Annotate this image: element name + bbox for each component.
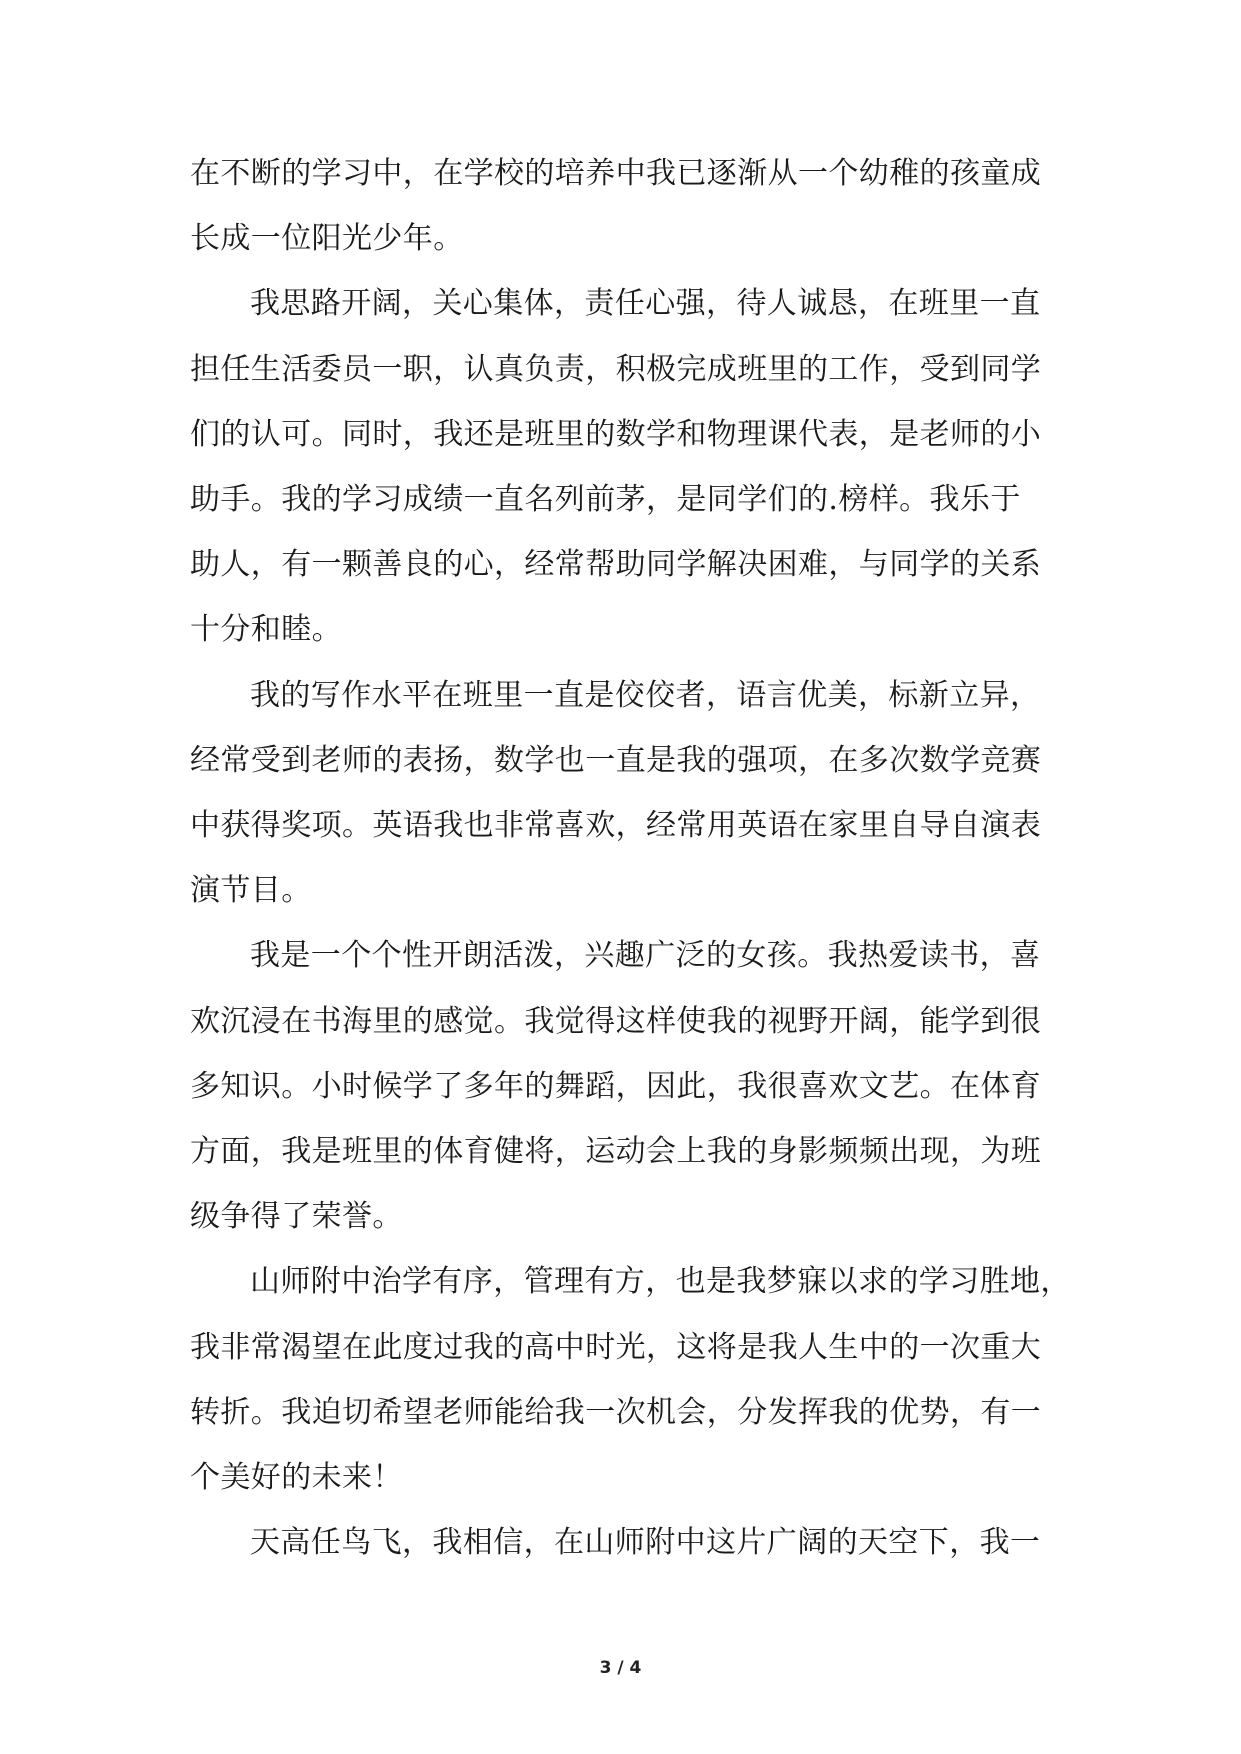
text-line: 们的认可。同时，我还是班里的数学和物理课代表，是老师的小 <box>190 416 1042 452</box>
text-line: 中获得奖项。英语我也非常喜欢，经常用英语在家里自导自演表 <box>190 808 1042 843</box>
text-line: 我的写作水平在班里一直是佼佼者，语言优美，标新立异， <box>250 677 1041 713</box>
text-line: 助手。我的学习成绩一直名列前茅，是同学们的.榜样。我乐于 <box>190 482 1021 517</box>
text-line: 个美好的未来！ <box>190 1460 403 1495</box>
text-line: 十分和睦。 <box>190 612 342 648</box>
text-line: 在不断的学习中，在学校的培养中我已逐渐从一个幼稚的孩童成 <box>190 156 1042 191</box>
text-line: 天高任鸟飞，我相信，在山师附中这片广阔的天空下，我一 <box>250 1525 1041 1561</box>
text-line: 我思路开阔，关心集体，责任心强，待人诚恳，在班里一直 <box>250 286 1041 322</box>
text-line: 欢沉浸在书海里的感觉。我觉得这样使我的视野开阔，能学到很 <box>190 1003 1042 1039</box>
text-line: 担任生活委员一职，认真负责，积极完成班里的工作，受到同学 <box>190 351 1042 387</box>
text-line: 我是一个个性开朗活泼，兴趣广泛的女孩。我热爱读书，喜 <box>250 938 1041 974</box>
text-line: 山师附中治学有序，管理有方，也是我梦寐以求的学习胜地， <box>250 1264 1071 1300</box>
text-line: 方面，我是班里的体育健将，运动会上我的身影频频出现，为班 <box>190 1134 1042 1169</box>
page-number: 3 / 4 <box>599 1658 642 1678</box>
text-line: 助人，有一颗善良的心，经常帮助同学解决困难，与同学的关系 <box>190 547 1042 583</box>
text-line: 长成一位阳光少年。 <box>190 221 464 257</box>
text-line: 多知识。小时候学了多年的舞蹈，因此，我很喜欢文艺。在体育 <box>190 1068 1042 1104</box>
text-line: 转折。我迫切希望老师能给我一次机会，分发挥我的优势，有一 <box>190 1394 1042 1430</box>
text-line: 经常受到老师的表扬，数学也一直是我的强项，在多次数学竞赛 <box>190 742 1042 778</box>
text-line: 演节目。 <box>190 873 312 909</box>
text-line: 我非常渴望在此度过我的高中时光，这将是我人生中的一次重大 <box>190 1329 1042 1365</box>
text-line: 级争得了荣誉。 <box>190 1199 403 1235</box>
